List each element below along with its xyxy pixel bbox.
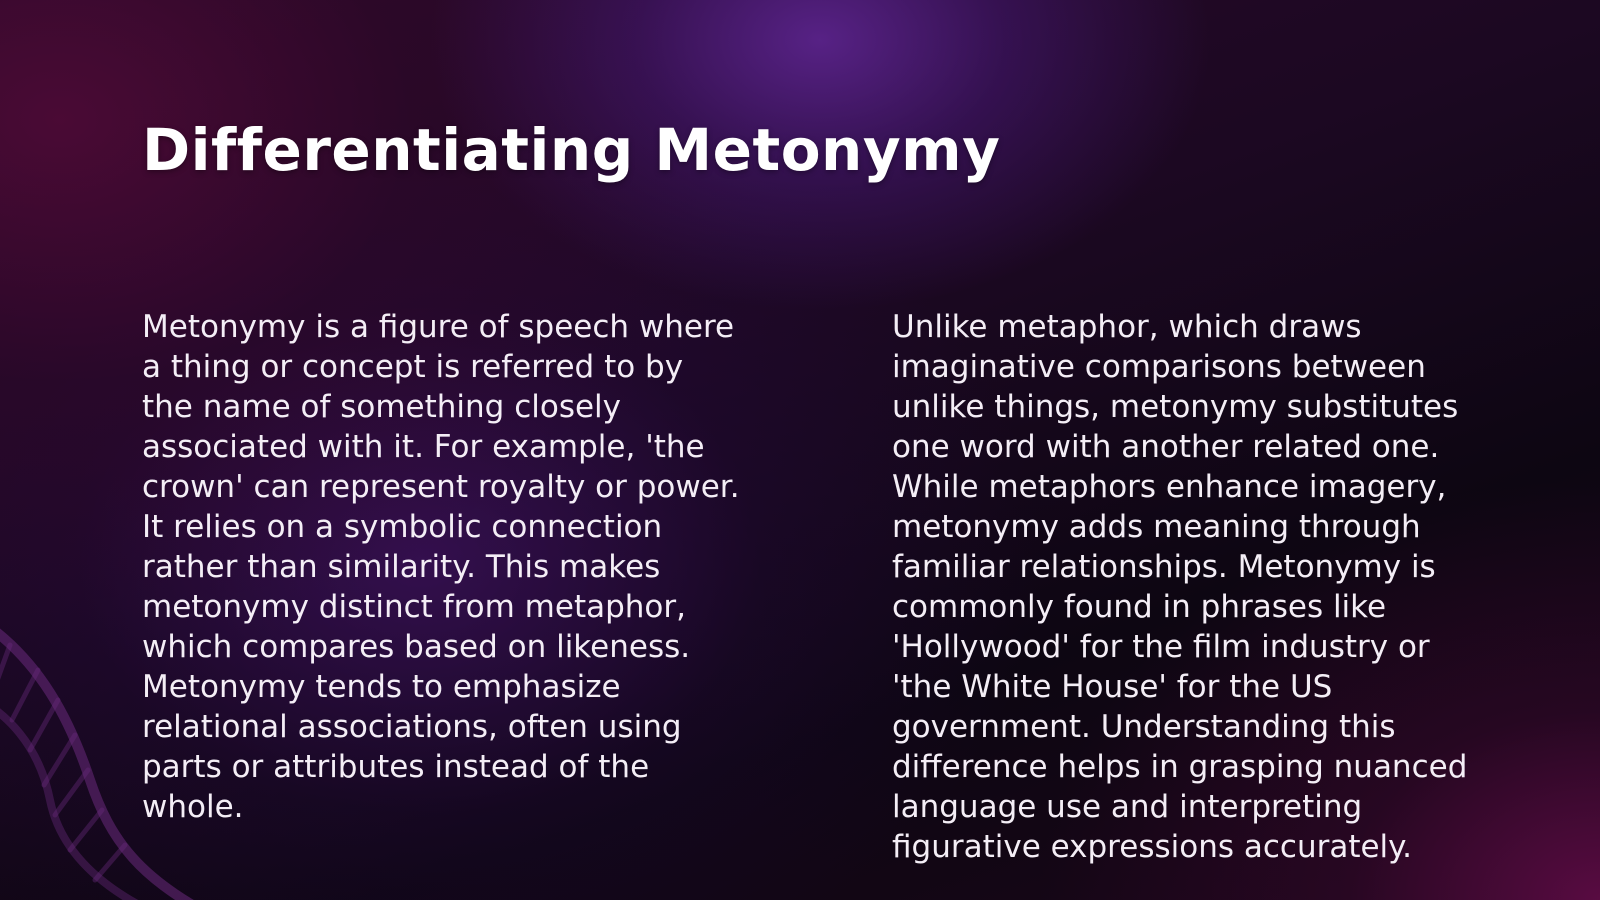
right-paragraph: Unlike metaphor, which draws imaginative comparisons between unlike things, metonymy substitutes one word with another related one. While metaphors enhance imagery, metonymy adds meaning through familiar relationships. Metonymy is commonly found in phrases like 'Hollywood' for the film industry or 'the White House' for the US government. Understanding this difference helps in grasping nuanced language use and interpreting figurative expressions accurately. — [892, 309, 1468, 865]
left-paragraph: Metonymy is a figure of speech where a thing or concept is referred to by the name of something closely associated with it. For example, 'the crown' can represent royalty or power. It relies on a symbolic connection rather than similarity. This makes metonymy distinct from metaphor, which compares based on likeness. Metonymy tends to emphasize relational associations, often using parts or attributes instead of the whole. — [142, 309, 740, 825]
slide-title: Differentiating Metonymy — [142, 116, 1001, 184]
